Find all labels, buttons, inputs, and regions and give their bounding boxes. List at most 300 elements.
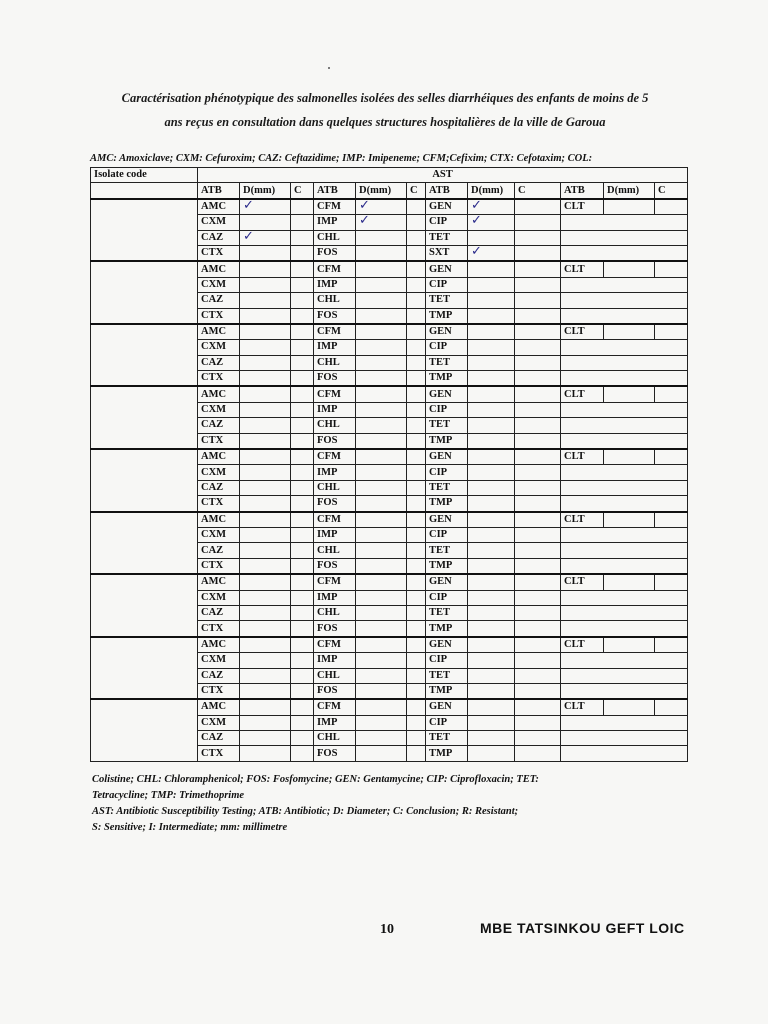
checkmark-icon: ✓ <box>471 198 482 213</box>
diameter-cell <box>356 402 407 417</box>
empty-cell <box>561 731 688 746</box>
conclusion-cell <box>515 199 561 215</box>
atb-cell: CHL <box>314 731 356 746</box>
atb-cell: CFM <box>314 199 356 215</box>
clt-cell: CLT <box>561 324 604 340</box>
empty-cell <box>561 277 688 292</box>
conclusion-cell <box>291 261 314 277</box>
empty-cell <box>561 308 688 324</box>
atb-cell: TET <box>426 668 468 683</box>
atb-cell: CHL <box>314 480 356 495</box>
checkmark-icon: ✓ <box>359 214 370 229</box>
atb-cell: CAZ <box>198 668 240 683</box>
atb-cell: AMC <box>198 324 240 340</box>
conclusion-cell <box>407 621 426 637</box>
conclusion-cell <box>515 731 561 746</box>
atb-cell: GEN <box>426 261 468 277</box>
atb-cell: TET <box>426 731 468 746</box>
atb-cell: CHL <box>314 355 356 370</box>
conclusion-cell <box>407 699 426 715</box>
title-line-2: ans reçus en consultation dans quelques structures hospitalières de la ville de Garoua <box>164 115 606 129</box>
conclusion-cell <box>407 293 426 308</box>
atb-cell: TMP <box>426 308 468 324</box>
atb-cell: CTX <box>198 558 240 574</box>
diameter-cell <box>356 699 407 715</box>
atb-cell: CHL <box>314 418 356 433</box>
diameter-cell <box>468 512 515 528</box>
atb-cell: CAZ <box>198 355 240 370</box>
atb-cell: FOS <box>314 558 356 574</box>
atb-cell: CTX <box>198 371 240 387</box>
table-row <box>91 386 688 402</box>
diameter-cell <box>240 371 291 387</box>
diameter-cell <box>468 324 515 340</box>
author-name: MBE TATSINKOU GEFT LOIC <box>480 920 685 936</box>
diameter-cell <box>468 277 515 292</box>
diameter-cell <box>356 308 407 324</box>
conclusion-cell <box>291 433 314 449</box>
atb-cell: TMP <box>426 496 468 512</box>
clt-cell: CLT <box>561 574 604 590</box>
empty-cell <box>561 668 688 683</box>
diameter-cell <box>240 746 291 761</box>
diameter-cell <box>468 355 515 370</box>
diameter-cell <box>468 480 515 495</box>
conclusion-cell <box>407 340 426 355</box>
legend-line-1: Colistine; CHL: Chloramphenicol; FOS: Fosfomycine; GEN: Gentamycine; CIP: Ciprofloxacin; TET: <box>92 774 539 785</box>
conclusion-cell <box>515 324 561 340</box>
diameter-cell <box>356 433 407 449</box>
diameter-cell <box>240 653 291 668</box>
atb-cell: CIP <box>426 215 468 230</box>
diameter-cell <box>356 668 407 683</box>
table-row <box>91 449 688 465</box>
conclusion-cell <box>407 355 426 370</box>
diameter-cell <box>468 449 515 465</box>
conclusion-cell <box>655 324 688 340</box>
conclusion-cell <box>291 308 314 324</box>
atb-cell: TMP <box>426 558 468 574</box>
diameter-cell <box>468 402 515 417</box>
conclusion-cell <box>515 512 561 528</box>
diameter-cell <box>356 683 407 699</box>
atb-cell: CFM <box>314 512 356 528</box>
atb-cell: CXM <box>198 340 240 355</box>
conclusion-cell <box>291 715 314 730</box>
diameter-cell <box>468 527 515 542</box>
atb-cell: AMC <box>198 386 240 402</box>
atb-cell: CXM <box>198 465 240 480</box>
diameter-cell <box>240 543 291 558</box>
empty-cell <box>561 293 688 308</box>
diameter-cell <box>468 308 515 324</box>
conclusion-cell <box>515 558 561 574</box>
conclusion-cell <box>291 653 314 668</box>
atb-cell: CAZ <box>198 480 240 495</box>
empty-cell <box>561 230 688 245</box>
diameter-cell <box>604 386 655 402</box>
diameter-cell <box>240 668 291 683</box>
atb-cell: TET <box>426 543 468 558</box>
conclusion-cell <box>291 230 314 245</box>
diameter-cell <box>240 715 291 730</box>
conclusion-cell <box>407 637 426 653</box>
atb-cell: CFM <box>314 574 356 590</box>
atb-cell: CXM <box>198 653 240 668</box>
empty-cell <box>561 621 688 637</box>
atb-cell: CFM <box>314 449 356 465</box>
atb-cell: TMP <box>426 746 468 761</box>
atb-cell: CIP <box>426 277 468 292</box>
atb-cell: TMP <box>426 371 468 387</box>
atb-cell: AMC <box>198 512 240 528</box>
atb-cell: GEN <box>426 574 468 590</box>
conclusion-cell <box>515 605 561 620</box>
atb-cell: IMP <box>314 653 356 668</box>
atb-cell: FOS <box>314 433 356 449</box>
diameter-cell <box>240 465 291 480</box>
diameter-cell <box>468 386 515 402</box>
diameter-cell <box>240 621 291 637</box>
atb-cell: IMP <box>314 215 356 230</box>
atb-cell: CTX <box>198 433 240 449</box>
checkmark-icon: ✓ <box>243 230 254 244</box>
conclusion-cell <box>291 527 314 542</box>
atb-cell: AMC <box>198 699 240 715</box>
atb-cell: IMP <box>314 277 356 292</box>
empty-cell <box>561 480 688 495</box>
diameter-cell <box>356 543 407 558</box>
conclusion-cell <box>515 230 561 245</box>
legend-line-4: S: Sensitive; I: Intermediate; mm: millimetre <box>92 822 288 833</box>
conclusion-cell <box>407 746 426 761</box>
empty-cell <box>561 418 688 433</box>
atb-cell: CIP <box>426 653 468 668</box>
diameter-cell <box>604 449 655 465</box>
diameter-cell <box>356 245 407 261</box>
conclusion-cell <box>407 199 426 215</box>
col-atb-4: ATB <box>561 183 604 199</box>
empty-cell <box>561 355 688 370</box>
page-number: 10 <box>380 922 394 937</box>
conclusion-cell <box>291 215 314 230</box>
conclusion-cell <box>407 465 426 480</box>
diameter-cell <box>356 746 407 761</box>
conclusion-cell <box>407 480 426 495</box>
conclusion-cell <box>291 731 314 746</box>
diameter-cell <box>356 215 407 230</box>
conclusion-cell <box>407 668 426 683</box>
atb-cell: GEN <box>426 449 468 465</box>
stray-mark <box>328 67 330 69</box>
conclusion-cell <box>291 386 314 402</box>
diameter-cell <box>468 230 515 245</box>
atb-cell: AMC <box>198 261 240 277</box>
atb-cell: CTX <box>198 496 240 512</box>
conclusion-cell <box>407 683 426 699</box>
diameter-cell <box>604 324 655 340</box>
diameter-cell <box>356 558 407 574</box>
diameter-cell <box>604 261 655 277</box>
diameter-cell <box>468 590 515 605</box>
diameter-cell <box>356 512 407 528</box>
conclusion-cell <box>655 637 688 653</box>
checkmark-icon: ✓ <box>359 198 370 213</box>
conclusion-cell <box>655 699 688 715</box>
atb-cell: TMP <box>426 683 468 699</box>
empty-cell <box>561 683 688 699</box>
diameter-cell <box>468 371 515 387</box>
atb-cell: SXT <box>426 245 468 261</box>
diameter-cell <box>468 543 515 558</box>
diameter-cell <box>240 574 291 590</box>
diameter-cell <box>356 590 407 605</box>
conclusion-cell <box>291 496 314 512</box>
empty-cell <box>561 371 688 387</box>
conclusion-cell <box>407 590 426 605</box>
conclusion-cell <box>515 293 561 308</box>
diameter-cell <box>240 355 291 370</box>
table-row <box>91 574 688 590</box>
empty-cell <box>561 496 688 512</box>
diameter-cell <box>240 590 291 605</box>
clt-cell: CLT <box>561 449 604 465</box>
atb-cell: CIP <box>426 590 468 605</box>
conclusion-cell <box>515 543 561 558</box>
atb-cell: TET <box>426 230 468 245</box>
conclusion-cell <box>291 245 314 261</box>
conclusion-cell <box>515 371 561 387</box>
diameter-cell <box>356 324 407 340</box>
atb-cell: CXM <box>198 277 240 292</box>
clt-cell: CLT <box>561 386 604 402</box>
diameter-cell <box>604 637 655 653</box>
isolate-code-cell <box>91 574 198 637</box>
table-row <box>91 199 688 215</box>
col-c-2: C <box>407 183 426 199</box>
atb-cell: CTX <box>198 683 240 699</box>
diameter-cell <box>468 558 515 574</box>
conclusion-cell <box>291 402 314 417</box>
conclusion-cell <box>515 668 561 683</box>
diameter-cell <box>240 230 291 245</box>
conclusion-cell <box>655 512 688 528</box>
conclusion-cell <box>515 402 561 417</box>
atb-cell: TMP <box>426 433 468 449</box>
checkmark-icon: ✓ <box>243 198 254 213</box>
atb-cell: CXM <box>198 215 240 230</box>
empty-cell <box>561 433 688 449</box>
diameter-cell <box>468 731 515 746</box>
clt-cell: CLT <box>561 261 604 277</box>
diameter-cell <box>604 699 655 715</box>
atb-cell: CFM <box>314 386 356 402</box>
abbreviation-legend-bottom <box>92 772 692 836</box>
clt-cell: CLT <box>561 199 604 215</box>
atb-cell: FOS <box>314 371 356 387</box>
diameter-cell <box>240 386 291 402</box>
diameter-cell <box>240 340 291 355</box>
atb-cell: TET <box>426 355 468 370</box>
diameter-cell <box>468 245 515 261</box>
atb-cell: GEN <box>426 386 468 402</box>
empty-cell <box>561 340 688 355</box>
empty-cell <box>561 465 688 480</box>
conclusion-cell <box>515 215 561 230</box>
diameter-cell <box>240 245 291 261</box>
conclusion-cell <box>407 715 426 730</box>
diameter-cell <box>604 574 655 590</box>
isolate-code-header: Isolate code <box>91 168 198 183</box>
isolate-code-cell <box>91 699 198 761</box>
conclusion-cell <box>407 449 426 465</box>
atb-cell: TET <box>426 480 468 495</box>
conclusion-cell <box>407 731 426 746</box>
empty-cell <box>561 605 688 620</box>
diameter-cell <box>240 215 291 230</box>
conclusion-cell <box>515 653 561 668</box>
conclusion-cell <box>515 418 561 433</box>
diameter-cell <box>468 668 515 683</box>
diameter-cell <box>356 605 407 620</box>
conclusion-cell <box>407 230 426 245</box>
atb-cell: GEN <box>426 199 468 215</box>
atb-cell: AMC <box>198 637 240 653</box>
conclusion-cell <box>291 324 314 340</box>
diameter-cell <box>240 480 291 495</box>
isolate-code-blank <box>91 183 198 199</box>
conclusion-cell <box>291 512 314 528</box>
diameter-cell <box>356 261 407 277</box>
atb-cell: GEN <box>426 324 468 340</box>
diameter-cell <box>240 731 291 746</box>
diameter-cell <box>356 386 407 402</box>
conclusion-cell <box>291 199 314 215</box>
conclusion-cell <box>291 574 314 590</box>
conclusion-cell <box>515 621 561 637</box>
diameter-cell <box>240 496 291 512</box>
col-atb-2: ATB <box>314 183 356 199</box>
diameter-cell <box>468 293 515 308</box>
diameter-cell <box>468 496 515 512</box>
diameter-cell <box>468 605 515 620</box>
conclusion-cell <box>291 590 314 605</box>
diameter-cell <box>240 308 291 324</box>
diameter-cell <box>604 512 655 528</box>
conclusion-cell <box>407 653 426 668</box>
conclusion-cell <box>655 449 688 465</box>
atb-cell: IMP <box>314 590 356 605</box>
atb-cell: CAZ <box>198 543 240 558</box>
atb-cell: IMP <box>314 527 356 542</box>
diameter-cell <box>356 340 407 355</box>
conclusion-cell <box>407 512 426 528</box>
atb-cell: CAZ <box>198 293 240 308</box>
atb-cell: CXM <box>198 402 240 417</box>
atb-cell: CAZ <box>198 418 240 433</box>
diameter-cell <box>468 340 515 355</box>
conclusion-cell <box>291 699 314 715</box>
conclusion-cell <box>407 496 426 512</box>
atb-cell: IMP <box>314 715 356 730</box>
conclusion-cell <box>655 574 688 590</box>
conclusion-cell <box>515 480 561 495</box>
atb-cell: CTX <box>198 308 240 324</box>
atb-cell: CIP <box>426 527 468 542</box>
atb-cell: CFM <box>314 261 356 277</box>
diameter-cell <box>356 496 407 512</box>
conclusion-cell <box>407 215 426 230</box>
atb-cell: TET <box>426 418 468 433</box>
col-atb-3: ATB <box>426 183 468 199</box>
atb-cell: CAZ <box>198 230 240 245</box>
conclusion-cell <box>407 308 426 324</box>
diameter-cell <box>356 355 407 370</box>
conclusion-cell <box>291 621 314 637</box>
conclusion-cell <box>407 543 426 558</box>
conclusion-cell <box>291 418 314 433</box>
empty-cell <box>561 715 688 730</box>
conclusion-cell <box>655 386 688 402</box>
atb-cell: CFM <box>314 637 356 653</box>
col-atb-1: ATB <box>198 183 240 199</box>
title-line-1: Caractérisation phénotypique des salmonelles isolées des selles diarrhéiques des enfants de moins de 5 <box>121 91 649 105</box>
atb-cell: IMP <box>314 465 356 480</box>
atb-cell: CHL <box>314 543 356 558</box>
diameter-cell <box>356 230 407 245</box>
clt-cell: CLT <box>561 699 604 715</box>
conclusion-cell <box>515 465 561 480</box>
atb-cell: CIP <box>426 340 468 355</box>
conclusion-cell <box>515 527 561 542</box>
empty-cell <box>561 245 688 261</box>
isolate-code-cell <box>91 512 198 575</box>
diameter-cell <box>240 637 291 653</box>
atb-cell: CIP <box>426 402 468 417</box>
clt-cell: CLT <box>561 512 604 528</box>
conclusion-cell <box>291 371 314 387</box>
atb-cell: AMC <box>198 449 240 465</box>
conclusion-cell <box>515 715 561 730</box>
diameter-cell <box>604 199 655 215</box>
diameter-cell <box>240 449 291 465</box>
diameter-cell <box>240 433 291 449</box>
conclusion-cell <box>407 277 426 292</box>
clt-cell: CLT <box>561 637 604 653</box>
atb-cell: GEN <box>426 637 468 653</box>
conclusion-cell <box>291 668 314 683</box>
diameter-cell <box>468 465 515 480</box>
isolate-code-cell <box>91 261 198 324</box>
empty-cell <box>561 746 688 761</box>
table-row <box>91 261 688 277</box>
atb-cell: CIP <box>426 465 468 480</box>
conclusion-cell <box>407 605 426 620</box>
isolate-code-cell <box>91 449 198 512</box>
atb-cell: FOS <box>314 308 356 324</box>
conclusion-cell <box>407 527 426 542</box>
conclusion-cell <box>407 433 426 449</box>
col-d-2: D(mm) <box>356 183 407 199</box>
empty-cell <box>561 402 688 417</box>
conclusion-cell <box>291 449 314 465</box>
atb-cell: TET <box>426 293 468 308</box>
conclusion-cell <box>515 699 561 715</box>
abbreviation-legend-top: AMC: Amoxiclave; CXM: Cefuroxim; CAZ: Ceftazidime; IMP: Imipeneme; CFM;Cefixim; CTX: Cefotaxim; COL: <box>90 153 593 164</box>
isolate-code-cell <box>91 199 198 262</box>
conclusion-cell <box>515 386 561 402</box>
col-c-4: C <box>655 183 688 199</box>
